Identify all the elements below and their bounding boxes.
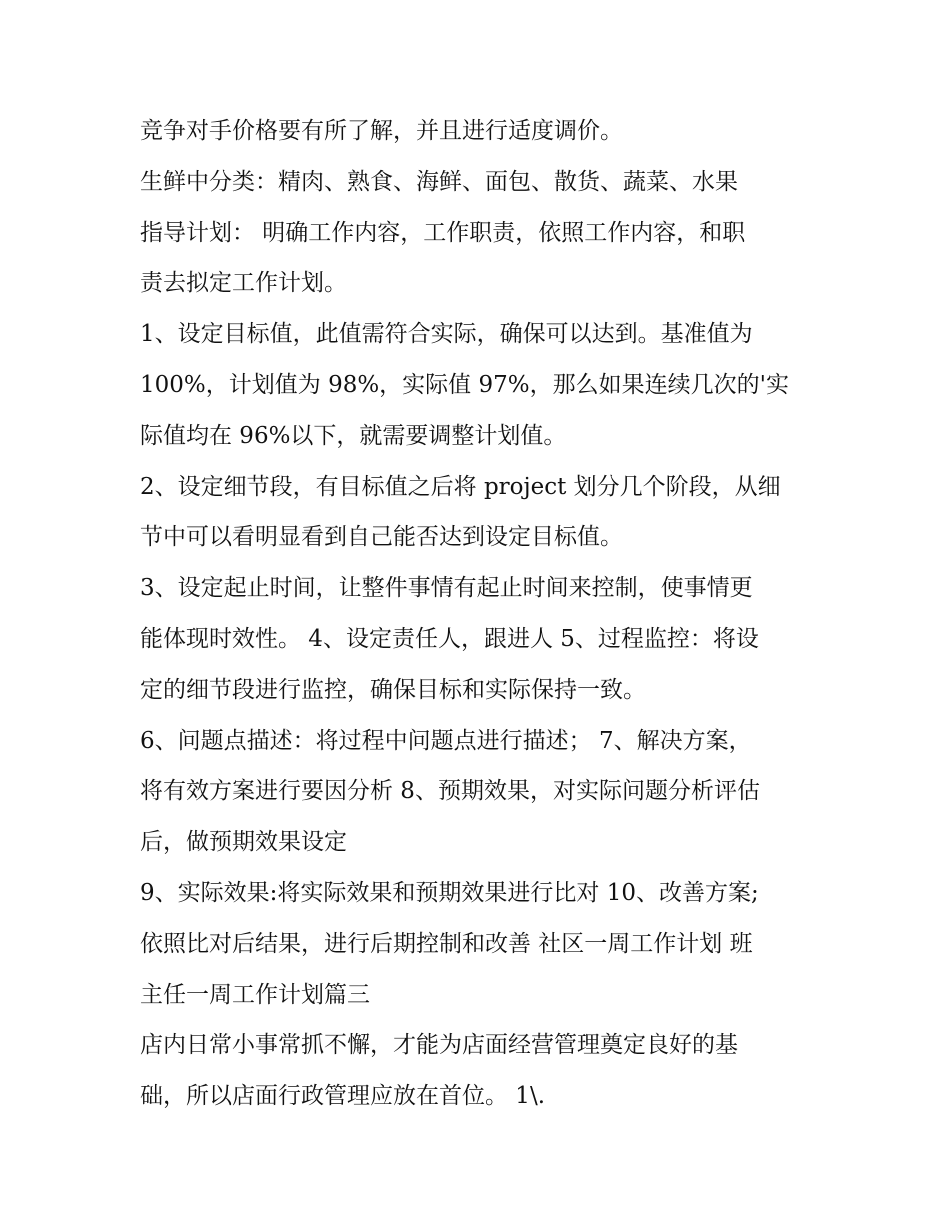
text-line: 责去拟定工作计划。 xyxy=(140,270,347,297)
text-line: 主任一周工作计划篇三 xyxy=(140,981,370,1008)
text-line: 2、设定细节段，有目标值之后将 project 划分几个阶段，从细 xyxy=(140,473,781,500)
text-line: 竞争对手价格要有所了解，并且进行适度调价。 xyxy=(140,118,623,144)
text-line: 定的细节段进行监控，确保目标和实际保持一致。 xyxy=(140,676,646,703)
text-line: 际值均在 96%以下，就需要调整计划值。 xyxy=(140,422,567,449)
text-line: 店内日常小事常抓不懈，才能为店面经营管理奠定良好的基 xyxy=(140,1032,738,1059)
text-line: 指导计划： 明确工作内容，工作职责，依照工作内容，和职 xyxy=(140,219,746,246)
text-line: 依照比对后结果，进行后期控制和改善 社区一周工作计划 班 xyxy=(140,930,753,957)
document-body xyxy=(140,106,820,1122)
text-line: 能体现时效性。 4、设定责任人，跟进人 5、过程监控：将设 xyxy=(140,625,759,652)
text-line: 3、设定起止时间，让整件事情有起止时间来控制，使事情更 xyxy=(140,575,753,602)
text-line: 后，做预期效果设定 xyxy=(140,829,347,856)
text-line: 6、问题点描述：将过程中问题点进行描述； 7、解决方案， xyxy=(140,727,752,754)
text-line: 将有效方案进行要因分析 8、预期效果，对实际问题分析评估 xyxy=(140,778,760,805)
text-line: 生鲜中分类：精肉、熟食、海鲜、面包、散货、蔬菜、水果 xyxy=(140,168,738,195)
text-line: 9、实际效果:将实际效果和预期效果进行比对 10、改善方案; xyxy=(140,879,759,906)
text-line: 节中可以看明显看到自己能否达到设定目标值。 xyxy=(140,524,623,551)
text-line: 100%，计划值为 98%，实际值 97%，那么如果连续几次的'实 xyxy=(140,371,789,398)
text-line: 础，所以店面行政管理应放在首位。 1\. xyxy=(140,1083,546,1110)
text-line: 1、设定目标值，此值需符合实际，确保可以达到。基准值为 xyxy=(140,321,753,348)
